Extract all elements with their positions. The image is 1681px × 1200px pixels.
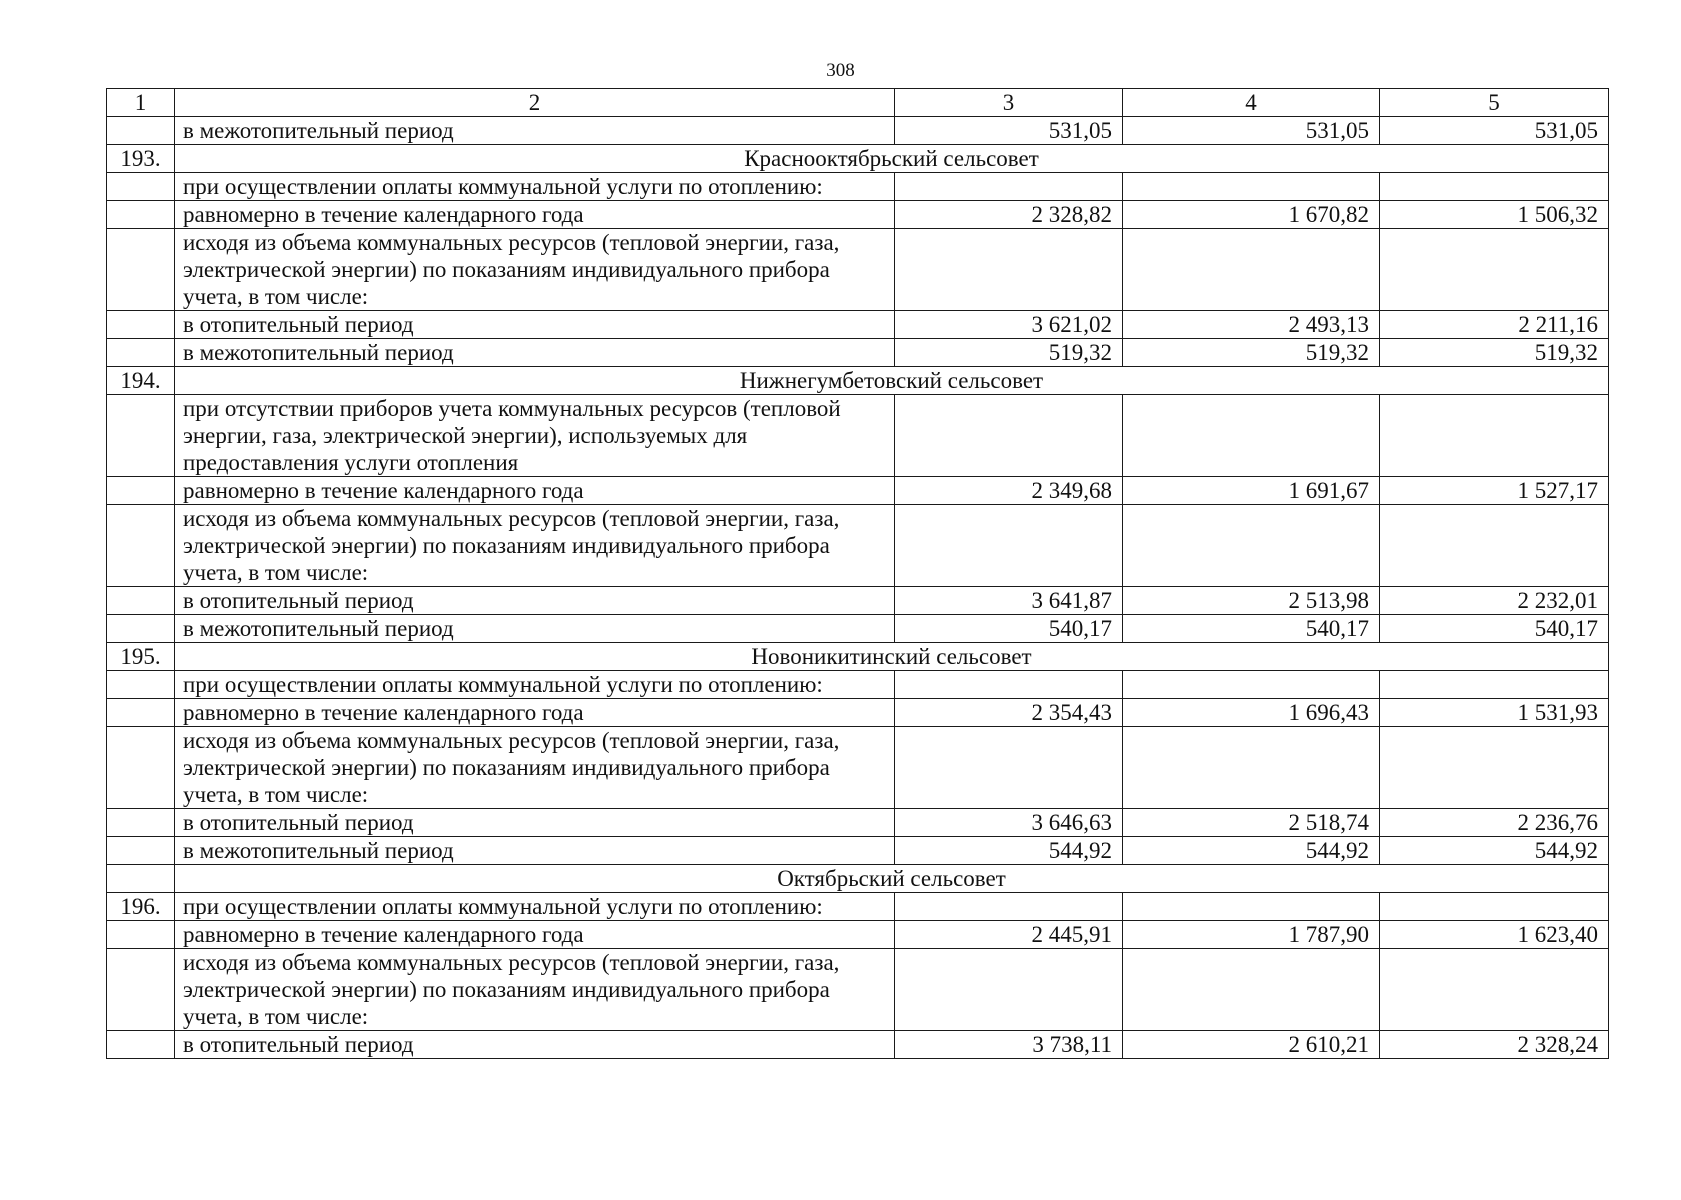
value-cell: 3 621,02: [895, 311, 1123, 339]
value-cell: 1 670,82: [1123, 201, 1380, 229]
row-number: [107, 173, 175, 201]
row-description: при отсутствии приборов учета коммунальных ресурсов (тепловой энергии, газа, электрической энергии), используемых для предоставления услуги отопления: [175, 395, 895, 477]
value-cell: 540,17: [895, 615, 1123, 643]
section-row: [107, 145, 1609, 173]
table-row: [107, 727, 1609, 809]
section-row: [107, 643, 1609, 671]
page-number: 308: [826, 60, 855, 81]
row-number: 193.: [107, 145, 175, 173]
column-number: 4: [1123, 89, 1380, 117]
row-number: [107, 1031, 175, 1059]
value-cell: 2 328,24: [1380, 1031, 1609, 1059]
row-number: [107, 311, 175, 339]
column-number: 5: [1380, 89, 1609, 117]
tariff-table: [106, 88, 1609, 1059]
value-cell: 1 787,90: [1123, 921, 1380, 949]
value-cell: [895, 893, 1123, 921]
table-row: [107, 893, 1609, 921]
value-cell: 1 531,93: [1380, 699, 1609, 727]
table-row: [107, 587, 1609, 615]
row-description: исходя из объема коммунальных ресурсов (тепловой энергии, газа, электрической энергии) по показаниям индивидуального прибора учета, в том числе:: [175, 229, 895, 311]
row-number: [107, 837, 175, 865]
value-cell: 2 445,91: [895, 921, 1123, 949]
row-description: при осуществлении оплаты коммунальной услуги по отоплению:: [175, 173, 895, 201]
value-cell: [1123, 395, 1380, 477]
row-number: [107, 477, 175, 505]
section-title: Нижнегумбетовский сельсовет: [175, 367, 1609, 395]
value-cell: 2 349,68: [895, 477, 1123, 505]
value-cell: 2 493,13: [1123, 311, 1380, 339]
table-row: [107, 949, 1609, 1031]
value-cell: 1 623,40: [1380, 921, 1609, 949]
row-number: [107, 699, 175, 727]
value-cell: [1123, 727, 1380, 809]
row-number: [107, 339, 175, 367]
row-description: исходя из объема коммунальных ресурсов (тепловой энергии, газа, электрической энергии) по показаниям индивидуального прибора учета, в том числе:: [175, 949, 895, 1031]
value-cell: 531,05: [1123, 117, 1380, 145]
table-row: [107, 201, 1609, 229]
table-row: [107, 671, 1609, 699]
value-cell: 531,05: [1380, 117, 1609, 145]
value-cell: 2 236,76: [1380, 809, 1609, 837]
value-cell: 2 211,16: [1380, 311, 1609, 339]
value-cell: 2 610,21: [1123, 1031, 1380, 1059]
value-cell: [1123, 173, 1380, 201]
value-cell: 531,05: [895, 117, 1123, 145]
value-cell: [1123, 229, 1380, 311]
value-cell: 1 527,17: [1380, 477, 1609, 505]
value-cell: [895, 395, 1123, 477]
value-cell: [1380, 893, 1609, 921]
value-cell: [1123, 671, 1380, 699]
row-description: в отопительный период: [175, 809, 895, 837]
row-description: равномерно в течение календарного года: [175, 201, 895, 229]
table-row: [107, 921, 1609, 949]
value-cell: [1123, 893, 1380, 921]
value-cell: 540,17: [1380, 615, 1609, 643]
value-cell: [895, 173, 1123, 201]
value-cell: [895, 949, 1123, 1031]
row-number: [107, 865, 175, 893]
row-description: равномерно в течение календарного года: [175, 921, 895, 949]
value-cell: [895, 505, 1123, 587]
row-number: [107, 587, 175, 615]
row-number: [107, 949, 175, 1031]
value-cell: [1380, 173, 1609, 201]
table-row: [107, 173, 1609, 201]
row-description: в межотопительный период: [175, 117, 895, 145]
row-number: [107, 615, 175, 643]
table-row: [107, 117, 1609, 145]
section-row: [107, 367, 1609, 395]
table-row: [107, 395, 1609, 477]
row-description: в межотопительный период: [175, 339, 895, 367]
value-cell: 3 646,63: [895, 809, 1123, 837]
table-row: [107, 229, 1609, 311]
row-description: в отопительный период: [175, 311, 895, 339]
row-number: [107, 727, 175, 809]
row-number: 194.: [107, 367, 175, 395]
table-row: [107, 477, 1609, 505]
value-cell: 544,92: [895, 837, 1123, 865]
value-cell: 2 328,82: [895, 201, 1123, 229]
row-description: при осуществлении оплаты коммунальной услуги по отоплению:: [175, 671, 895, 699]
row-number: [107, 395, 175, 477]
table-body: [107, 89, 1609, 1059]
row-number: 195.: [107, 643, 175, 671]
value-cell: 1 696,43: [1123, 699, 1380, 727]
table-row: [107, 837, 1609, 865]
value-cell: [1380, 727, 1609, 809]
value-cell: 3 738,11: [895, 1031, 1123, 1059]
table-row: [107, 699, 1609, 727]
value-cell: [1123, 949, 1380, 1031]
table-row: [107, 505, 1609, 587]
value-cell: [1380, 949, 1609, 1031]
value-cell: [895, 229, 1123, 311]
value-cell: [1380, 395, 1609, 477]
value-cell: 540,17: [1123, 615, 1380, 643]
value-cell: 2 232,01: [1380, 587, 1609, 615]
value-cell: 544,92: [1380, 837, 1609, 865]
table-row: [107, 809, 1609, 837]
value-cell: [1123, 505, 1380, 587]
row-number: [107, 201, 175, 229]
value-cell: 2 354,43: [895, 699, 1123, 727]
value-cell: 2 513,98: [1123, 587, 1380, 615]
column-number: 1: [107, 89, 175, 117]
section-row: [107, 865, 1609, 893]
value-cell: [1380, 229, 1609, 311]
section-title: Краснооктябрьский сельсовет: [175, 145, 1609, 173]
row-description: в межотопительный период: [175, 615, 895, 643]
table-row: [107, 1031, 1609, 1059]
row-description: в межотопительный период: [175, 837, 895, 865]
row-number: [107, 229, 175, 311]
row-number: [107, 809, 175, 837]
value-cell: 1 691,67: [1123, 477, 1380, 505]
table-row: [107, 615, 1609, 643]
row-description: равномерно в течение календарного года: [175, 477, 895, 505]
value-cell: 519,32: [895, 339, 1123, 367]
row-description: при осуществлении оплаты коммунальной услуги по отоплению:: [175, 893, 895, 921]
value-cell: 3 641,87: [895, 587, 1123, 615]
value-cell: 544,92: [1123, 837, 1380, 865]
column-number: 3: [895, 89, 1123, 117]
value-cell: 519,32: [1380, 339, 1609, 367]
table-row: [107, 339, 1609, 367]
column-number: 2: [175, 89, 895, 117]
value-cell: [895, 727, 1123, 809]
column-number-row: [107, 89, 1609, 117]
value-cell: 1 506,32: [1380, 201, 1609, 229]
row-number: [107, 921, 175, 949]
row-number: [107, 117, 175, 145]
table-row: [107, 311, 1609, 339]
row-description: равномерно в течение календарного года: [175, 699, 895, 727]
row-description: исходя из объема коммунальных ресурсов (тепловой энергии, газа, электрической энергии) по показаниям индивидуального прибора учета, в том числе:: [175, 505, 895, 587]
section-title: Октябрьский сельсовет: [175, 865, 1609, 893]
value-cell: [895, 671, 1123, 699]
value-cell: [1380, 671, 1609, 699]
value-cell: [1380, 505, 1609, 587]
row-description: в отопительный период: [175, 587, 895, 615]
row-number: [107, 505, 175, 587]
row-description: в отопительный период: [175, 1031, 895, 1059]
row-number: 196.: [107, 893, 175, 921]
row-description: исходя из объема коммунальных ресурсов (тепловой энергии, газа, электрической энергии) по показаниям индивидуального прибора учета, в том числе:: [175, 727, 895, 809]
value-cell: 519,32: [1123, 339, 1380, 367]
row-number: [107, 671, 175, 699]
section-title: Новоникитинский сельсовет: [175, 643, 1609, 671]
value-cell: 2 518,74: [1123, 809, 1380, 837]
